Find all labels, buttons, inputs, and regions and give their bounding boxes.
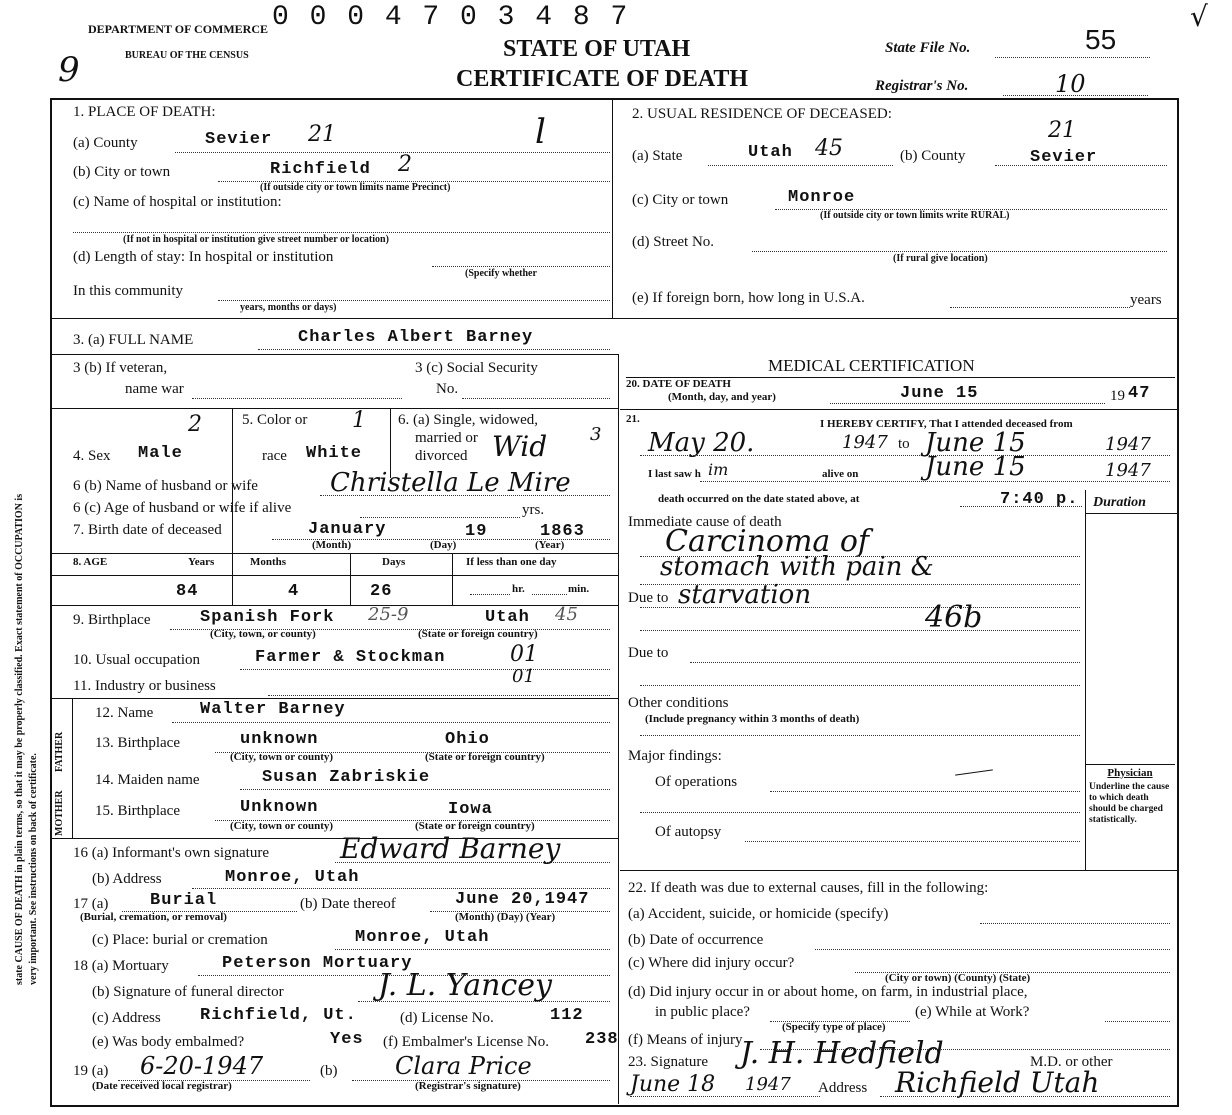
community-label: In this community: [73, 283, 183, 299]
birth-year: 1863: [540, 522, 585, 541]
side-label-father: FATHER: [54, 731, 65, 772]
sex-code: 2: [188, 412, 202, 437]
registrar-signature: Clara Price: [395, 1052, 532, 1080]
spouse-label: 6 (b) Name of husband or wife: [73, 478, 258, 494]
embalmed-label: (e) Was body embalmed?: [92, 1034, 245, 1050]
mother-name: Susan Zabriskie: [262, 768, 431, 787]
birth-month: January: [308, 520, 387, 539]
attend-from: May 20.: [648, 428, 755, 458]
father-name-label: 12. Name: [95, 705, 154, 721]
birthplace-state: Utah: [485, 608, 530, 627]
age-hr: hr.: [512, 583, 525, 595]
last-saw-blank: im: [708, 460, 729, 479]
occupation-code: 01: [510, 642, 538, 667]
registrar-date: 6-20-1947: [140, 1052, 264, 1080]
burial-label: 17 (a): [73, 896, 109, 912]
external-d-label2: in public place?: [655, 1004, 750, 1020]
age-days-header: Days: [382, 556, 406, 568]
veteran-label2: name war: [125, 381, 184, 397]
department-label: DEPARTMENT OF COMMERCE: [88, 22, 269, 36]
burial-place-label: (c) Place: burial or cremation: [92, 932, 268, 948]
birth-year-caption: (Year): [535, 539, 565, 551]
registrar-date-caption: (Date received local registrar): [92, 1080, 232, 1092]
res-street-note: (If rural give location): [893, 253, 988, 264]
last-saw-label: I last saw h: [648, 468, 701, 480]
external-b-label: (b) Date of occurrence: [628, 932, 764, 948]
embalmer-value: 238: [585, 1030, 619, 1049]
full-name-value: Charles Albert Barney: [298, 328, 534, 347]
due-to-2-label: Due to: [628, 645, 669, 661]
age-months-header: Months: [250, 556, 287, 568]
state-file-label: State File No.: [885, 40, 971, 56]
burial-date-value: June 20,1947: [455, 890, 590, 909]
marital-code: 3: [590, 424, 602, 445]
age-months: 4: [288, 582, 300, 601]
color-label: 5. Color or: [242, 412, 308, 428]
mother-state-caption: (State or foreign country): [415, 820, 535, 832]
burial-date-caption: (Month) (Day) (Year): [455, 911, 556, 923]
mother-name-label: 14. Maiden name: [95, 772, 200, 788]
marital-label2: married or: [415, 430, 478, 446]
external-d-caption: (Specify type of place): [782, 1021, 886, 1033]
industry-code: 01: [512, 666, 535, 687]
mother-city-caption: (City, town or county): [230, 820, 334, 832]
autopsy-label: Of autopsy: [655, 824, 722, 840]
death-date-value: June 15: [900, 384, 979, 403]
to-label: to: [898, 436, 910, 452]
res-county-code: 21: [1048, 118, 1076, 143]
ssn-label2: No.: [436, 381, 459, 397]
res-city-value: Monroe: [788, 188, 856, 207]
md-label: M.D. or other: [1030, 1054, 1113, 1070]
death-date-label: 20. DATE OF DEATH: [626, 378, 731, 390]
city-value: Richfield: [270, 160, 371, 179]
occupation-label: 10. Usual occupation: [73, 652, 201, 668]
operations-label: Of operations: [655, 774, 738, 790]
margin-instruction-1: state CAUSE OF DEATH in plain terms, so that it may be properly classified. Exact statement of OCCUPATION is: [14, 493, 25, 985]
cause-code: 46b: [925, 600, 983, 635]
hospital-note: (If not in hospital or institution give street number or location): [123, 234, 389, 245]
father-birthplace-label: 13. Birthplace: [95, 735, 180, 751]
age-label: 8. AGE: [73, 556, 108, 568]
city-label: (b) City or town: [73, 164, 171, 180]
age-years: 84: [176, 582, 199, 601]
mother-birthplace-state: Iowa: [448, 800, 493, 819]
due-to-label: Due to: [628, 590, 669, 606]
birthplace-state-code: 45: [555, 604, 578, 625]
due-to-value: starvation: [678, 580, 812, 610]
registrar-sig-label: (b): [320, 1063, 338, 1079]
margin-mark-left: 9: [58, 50, 80, 90]
embalmer-label: (f) Embalmer's License No.: [383, 1034, 549, 1050]
hospital-label: (c) Name of hospital or institution:: [73, 194, 282, 210]
attend-to: June 15: [925, 428, 1026, 458]
stay-label: (d) Length of stay: In hospital or institution: [73, 249, 334, 265]
burial-value: Burial: [150, 891, 218, 910]
registrar-label: Registrar's No.: [875, 78, 969, 94]
signature-address-label: Address: [818, 1080, 868, 1096]
marital-label3: divorced: [415, 448, 468, 464]
other-conditions-label: Other conditions: [628, 695, 729, 711]
marital-label: 6. (a) Single, widowed,: [398, 412, 538, 428]
birthplace-city-code: 25-9: [368, 604, 409, 625]
informant-address: Monroe, Utah: [225, 868, 360, 887]
external-e-label: (e) While at Work?: [915, 1004, 1030, 1020]
race-label: race: [262, 448, 287, 464]
external-causes-title: 22. If death was due to external causes, fill in the following:: [628, 880, 989, 896]
cause-line-2: stomach with pain &: [660, 552, 934, 582]
physician-title: Physician: [1107, 767, 1153, 779]
marital-value: Wid: [492, 430, 548, 463]
birthplace-state-caption: (State or foreign country): [418, 628, 538, 640]
registrar-sig-caption: (Registrar's signature): [415, 1080, 521, 1092]
birthplace-label: 9. Birthplace: [73, 612, 151, 628]
external-a-label: (a) Accident, suicide, or homicide (specify): [628, 906, 889, 922]
county-value: Sevier: [205, 130, 273, 149]
license-value: 112: [550, 1006, 584, 1025]
time-value: 7:40 p.: [1000, 490, 1079, 509]
birth-day: 19: [465, 522, 488, 541]
occupation-value: Farmer & Stockman: [255, 648, 446, 667]
mortuary-address-label: (c) Address: [92, 1010, 161, 1026]
place-of-death-title: 1. PLACE OF DEATH:: [73, 104, 216, 120]
birth-day-caption: (Day): [430, 539, 457, 551]
mother-birthplace-city: Unknown: [240, 798, 319, 817]
age-min: min.: [568, 583, 590, 595]
document-number: 0 0 0 4 7 0 3 4 8 7: [272, 2, 630, 33]
city-note: (If outside city or town limits name Precinct): [260, 182, 451, 193]
mortuary-label: 18 (a) Mortuary: [73, 958, 169, 974]
mortuary-address-value: Richfield, Ut.: [200, 1006, 357, 1025]
sex-value: Male: [138, 444, 183, 463]
full-name-label: 3. (a) FULL NAME: [73, 332, 194, 348]
title-state: STATE OF UTAH: [503, 36, 691, 62]
res-state-label: (a) State: [632, 148, 683, 164]
other-conditions-caption: (Include pregnancy within 3 months of death): [645, 713, 860, 725]
death-year-prefix: 19: [1110, 388, 1125, 404]
community-note: years, months or days): [240, 302, 337, 313]
spouse-age-label: 6 (c) Age of husband or wife if alive: [73, 500, 292, 516]
spouse-age-unit: yrs.: [522, 502, 545, 518]
informant-label: 16 (a) Informant's own signature: [73, 845, 269, 861]
last-saw-year: 1947: [1105, 460, 1151, 481]
res-foreign-unit: years: [1130, 292, 1162, 308]
alive-label: alive on: [822, 468, 859, 480]
age-less-header: If less than one day: [466, 556, 557, 568]
industry-label: 11. Industry or business: [73, 678, 216, 694]
embalmed-value: Yes: [330, 1030, 364, 1049]
side-label-mother: MOTHER: [54, 790, 65, 836]
physician-note: Underline the cause to which death should be charged statistically.: [1089, 782, 1170, 825]
residence-title: 2. USUAL RESIDENCE OF DECEASED:: [632, 106, 892, 122]
father-name: Walter Barney: [200, 700, 346, 719]
bureau-label: BUREAU OF THE CENSUS: [125, 50, 249, 61]
res-state-code: 45: [815, 136, 843, 161]
duration-label: Duration: [1093, 495, 1146, 510]
signature-address: Richfield Utah: [895, 1066, 1100, 1099]
res-state-value: Utah: [748, 143, 793, 162]
external-c-label: (c) Where did injury occur?: [628, 955, 795, 971]
death-year: 47: [1128, 384, 1151, 403]
physician-box: [1085, 764, 1175, 871]
ssn-label: 3 (c) Social Security: [415, 360, 538, 376]
external-f-label: (f) Means of injury: [628, 1032, 743, 1048]
county-label: (a) County: [73, 135, 138, 151]
county-code: 21: [308, 122, 336, 147]
burial-place-value: Monroe, Utah: [355, 928, 490, 947]
signature-date: June 18: [630, 1072, 716, 1097]
father-birthplace-city: unknown: [240, 730, 319, 749]
margin-mark-right: √: [1190, 0, 1208, 33]
signature-year: 1947: [745, 1074, 791, 1095]
physician-signature: J. H. Hedfield: [740, 1036, 944, 1071]
mother-birthplace-label: 15. Birthplace: [95, 803, 180, 819]
father-state-caption: (State or foreign country): [425, 751, 545, 763]
sex-label: 4. Sex: [73, 448, 111, 464]
informant-signature: Edward Barney: [340, 832, 561, 865]
cause-line-1: Carcinoma of: [665, 524, 869, 559]
immediate-cause-label: Immediate cause of death: [628, 514, 782, 530]
state-file-number: 55: [1085, 24, 1117, 55]
director-signature: J. L. Yancey: [378, 968, 552, 1003]
signature-label: 23. Signature: [628, 1054, 708, 1070]
birth-month-caption: (Month): [312, 539, 352, 551]
external-c-caption: (City or town) (County) (State): [885, 972, 1031, 984]
external-d-label: (d) Did injury occur in or about home, on farm, in industrial place,: [628, 984, 1028, 1000]
director-label: (b) Signature of funeral director: [92, 984, 284, 1000]
race-code: 1: [352, 408, 366, 433]
major-findings-label: Major findings:: [628, 748, 722, 764]
res-city-note: (If outside city or town limits write RURAL): [820, 210, 1010, 221]
spouse-signature: Christella Le Mire: [330, 468, 571, 498]
occurred-label: death occurred on the date stated above, at: [658, 493, 860, 505]
res-county-value: Sevier: [1030, 148, 1098, 167]
registrar-number: 10: [1055, 70, 1086, 98]
city-code: 2: [398, 152, 412, 177]
res-county-label: (b) County: [900, 148, 966, 164]
stay-note: (Specify whether: [465, 268, 537, 279]
certify-number: 21.: [626, 413, 640, 425]
medical-title: MEDICAL CERTIFICATION: [768, 356, 975, 375]
mortuary-value: Peterson Mortuary: [222, 954, 413, 973]
birthplace-city: Spanish Fork: [200, 608, 335, 627]
death-date-caption: (Month, day, and year): [668, 391, 776, 403]
registrar-date-label: 19 (a): [73, 1063, 109, 1079]
license-label: (d) License No.: [400, 1010, 494, 1026]
age-days: 26: [370, 582, 393, 601]
last-saw-date: June 15: [925, 452, 1026, 482]
title-certificate: CERTIFICATE OF DEATH: [456, 66, 749, 92]
age-years-header: Years: [188, 556, 215, 568]
county-check: l: [535, 112, 546, 152]
res-street-label: (d) Street No.: [632, 234, 715, 250]
margin-instruction-2: very important. See instructions on back of certificate.: [28, 753, 39, 985]
birth-date-label: 7. Birth date of deceased: [73, 522, 222, 538]
informant-address-label: (b) Address: [92, 871, 162, 887]
attend-to-year: 1947: [1105, 434, 1151, 455]
veteran-label: 3 (b) If veteran,: [73, 360, 168, 376]
race-value: White: [306, 444, 363, 463]
father-birthplace-state: Ohio: [445, 730, 490, 749]
attend-from-year: 1947: [842, 432, 888, 453]
burial-caption: (Burial, cremation, or removal): [80, 911, 227, 923]
res-foreign-label: (e) If foreign born, how long in U.S.A.: [632, 290, 865, 306]
birthplace-city-caption: (City, town, or county): [210, 628, 316, 640]
res-city-label: (c) City or town: [632, 192, 729, 208]
certify-label: I HEREBY CERTIFY, That I attended deceased from: [820, 418, 1073, 430]
burial-date-label: (b) Date thereof: [300, 896, 396, 912]
father-city-caption: (City, town or county): [230, 751, 334, 763]
